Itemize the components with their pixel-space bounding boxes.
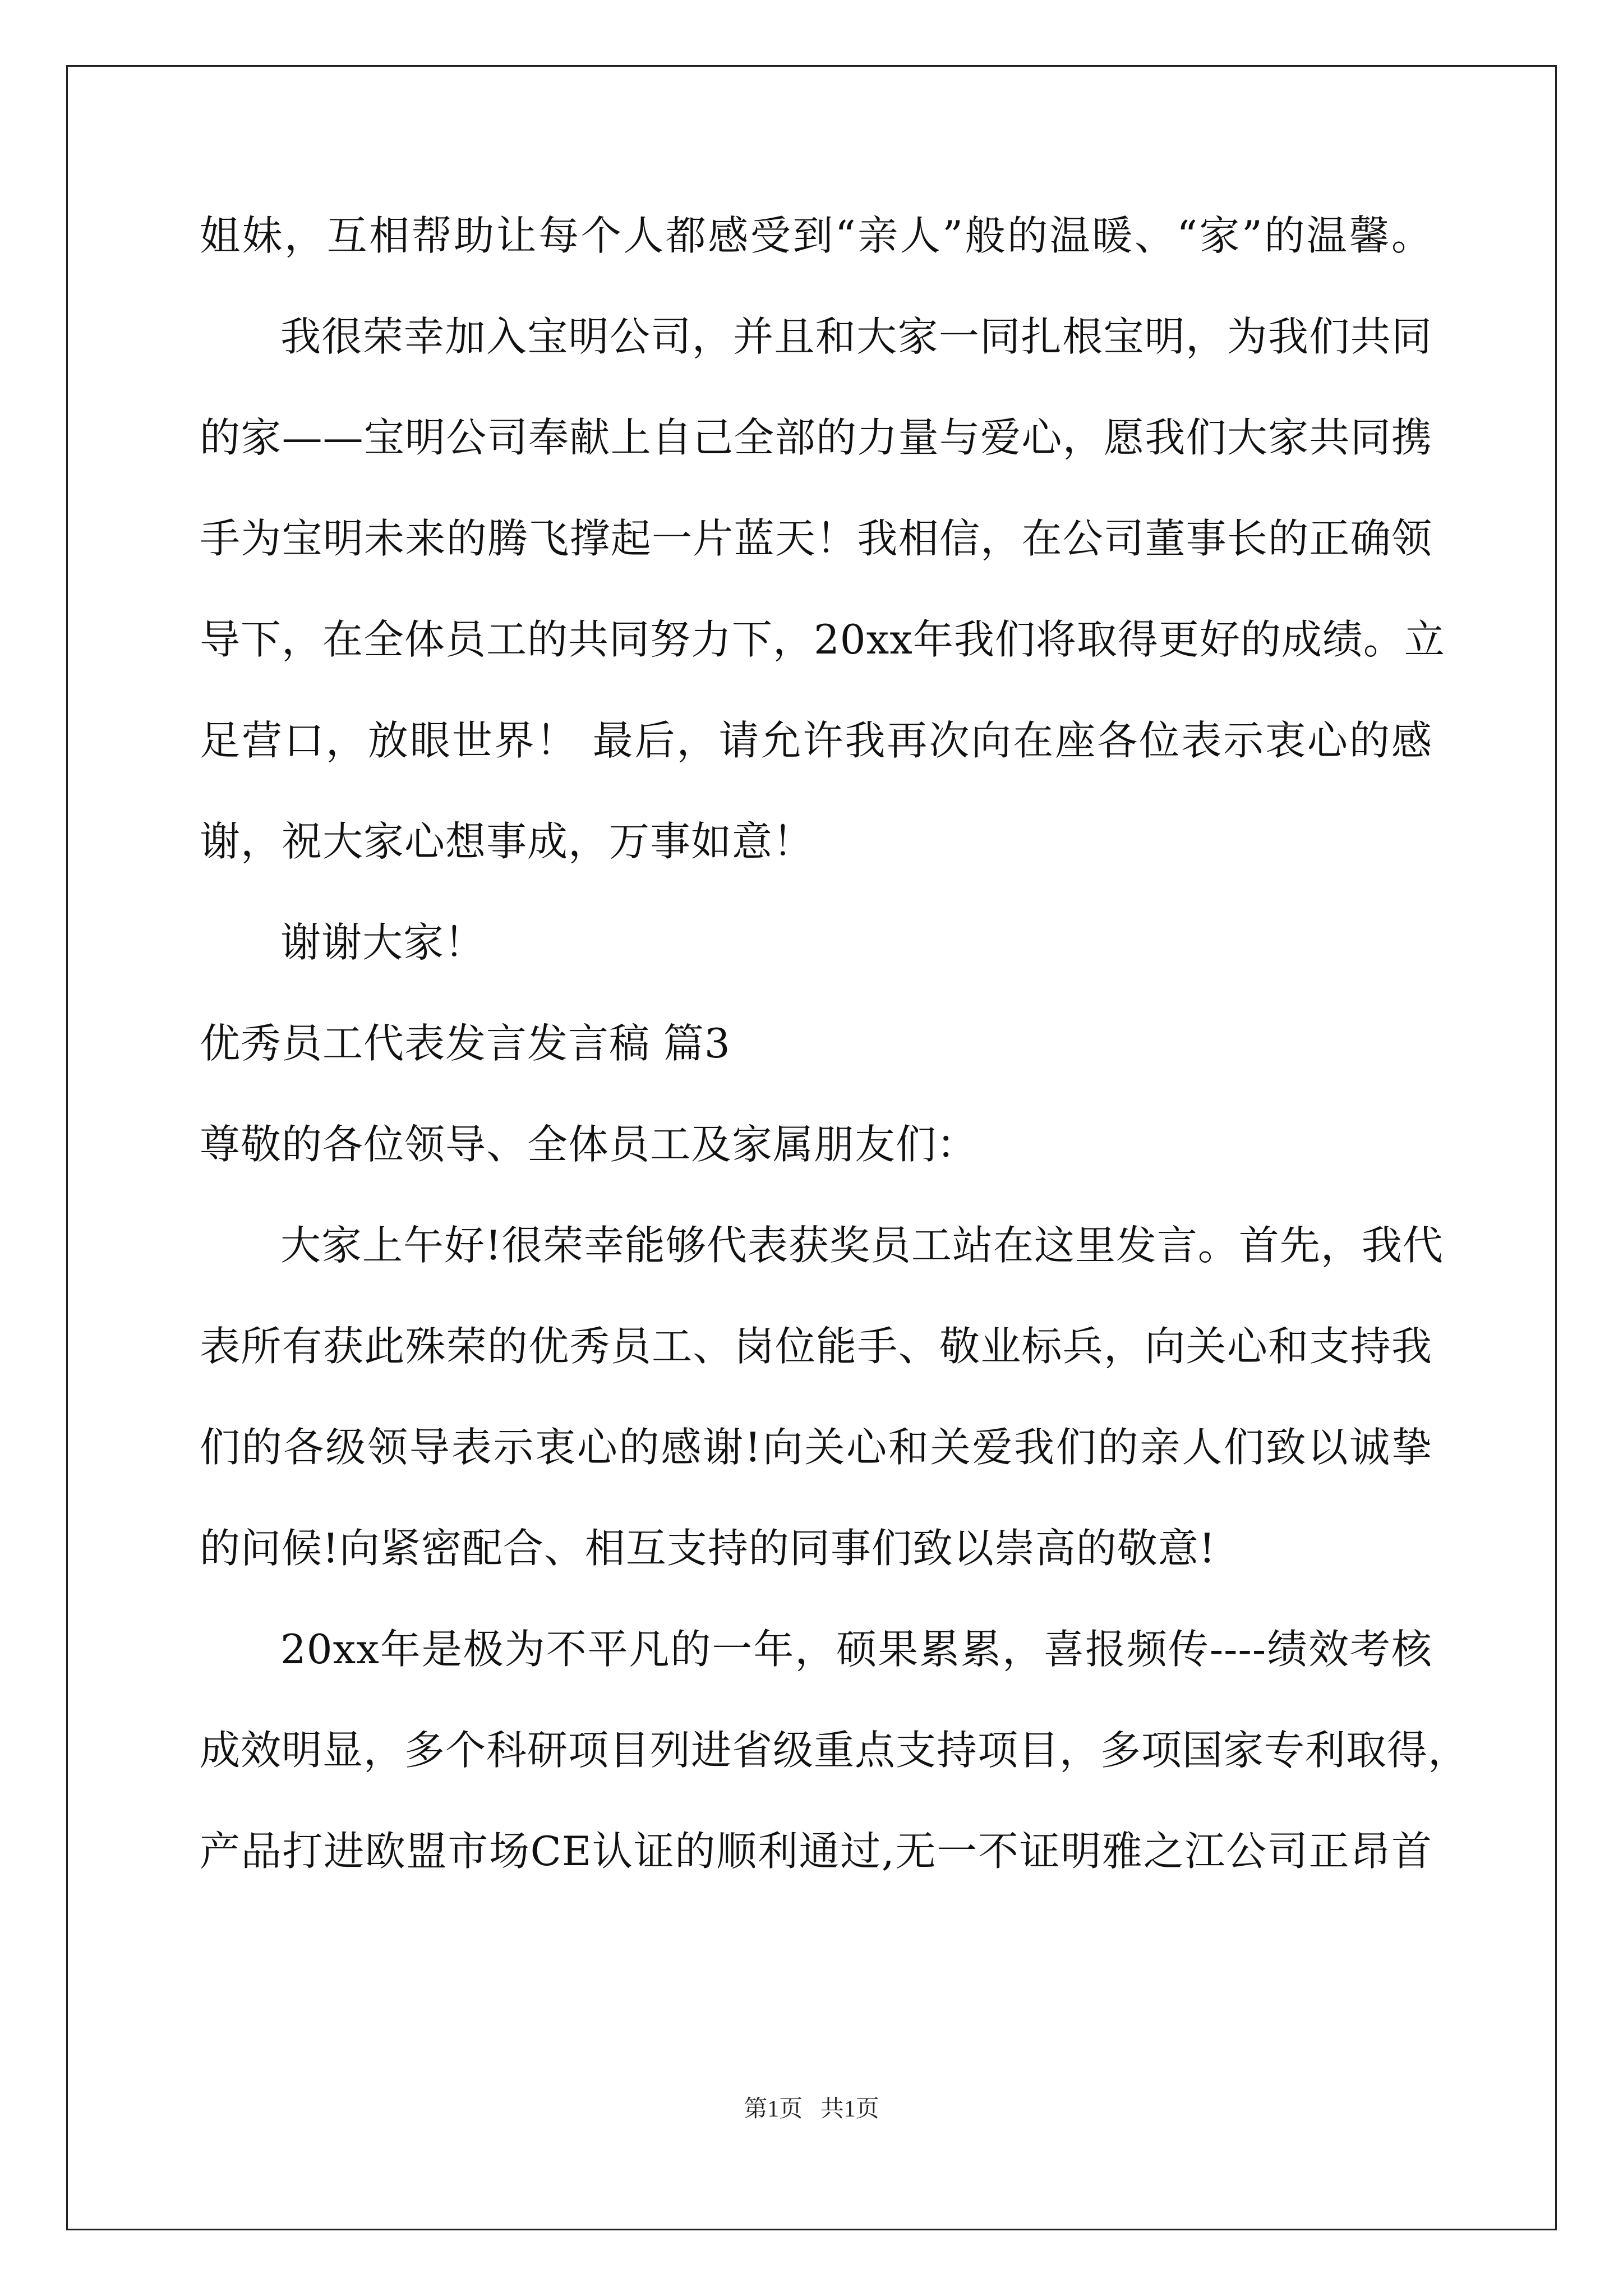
paragraph-line: 成效明显，多个科研项目列进省级重点支持项目，多项国家专利取得， bbox=[200, 1727, 1469, 1774]
paragraph-line: 表所有获此殊荣的优秀员工、岗位能手、敬业标兵，向关心和支持我 bbox=[200, 1323, 1432, 1370]
paragraph-line: 导下，在全体员工的共同努力下，20xx年我们将取得更好的成绩。立 bbox=[200, 616, 1445, 663]
paragraph-line: 谢，祝大家心想事成，万事如意！ bbox=[200, 818, 814, 865]
paragraph-line: 手为宝明未来的腾飞撑起一片蓝天！我相信，在公司董事长的正确领 bbox=[200, 515, 1432, 562]
section-heading: 优秀员工代表发言发言稿 篇3 bbox=[200, 1020, 731, 1067]
paragraph-line: 我很荣幸加入宝明公司，并且和大家一同扎根宝明，为我们共同 bbox=[280, 313, 1432, 360]
page-number: 第1页 共1页 bbox=[744, 2096, 879, 2122]
paragraph-line: 大家上午好!很荣幸能够代表获奖员工站在这里发言。首先，我代 bbox=[280, 1222, 1444, 1269]
paragraph-line: 的家——宝明公司奉献上自己全部的力量与爱心，愿我们大家共同携 bbox=[200, 414, 1432, 461]
paragraph-line: 们的各级领导表示衷心的感谢!向关心和关爱我们的亲人们致以诚挚 bbox=[200, 1424, 1432, 1471]
paragraph-line: 的问候!向紧密配合、相互支持的同事们致以崇高的敬意! bbox=[200, 1525, 1216, 1572]
paragraph-line: 姐妹，互相帮助让每个人都感受到“亲人”般的温暖、“家”的温馨。 bbox=[200, 212, 1432, 259]
paragraph-line: 足营口，放眼世界！ 最后，请允许我再次向在座各位表示衷心的感 bbox=[200, 717, 1432, 764]
salutation: 尊敬的各位领导、全体员工及家属朋友们： bbox=[200, 1121, 978, 1168]
paragraph-line: 20xx年是极为不平凡的一年，硕果累累，喜报频传----绩效考核 bbox=[280, 1626, 1432, 1673]
paragraph-line: 产品打进欧盟市场CE认证的顺利通过,无一不证明雅之江公司正昂首 bbox=[200, 1828, 1432, 1875]
closing-line: 谢谢大家！ bbox=[280, 919, 486, 966]
